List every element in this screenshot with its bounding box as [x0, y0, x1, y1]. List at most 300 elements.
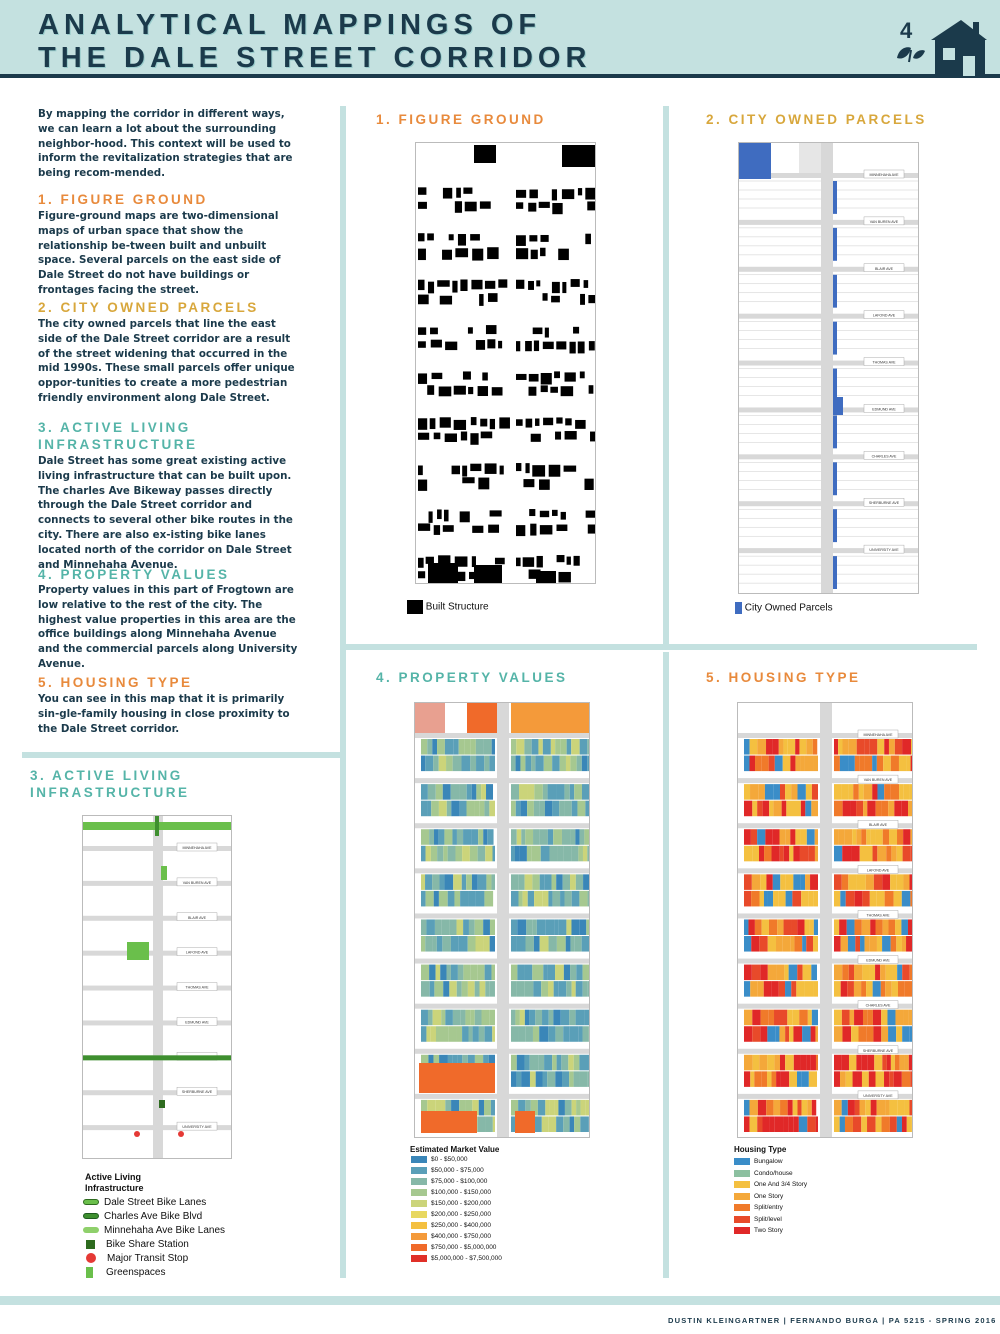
parcel [805, 919, 810, 935]
parcel [511, 965, 517, 981]
street-label [864, 264, 904, 272]
property-values-map [414, 702, 590, 1138]
parcel [863, 1010, 867, 1026]
parcel [795, 829, 800, 845]
parcel [489, 801, 495, 817]
parcel [834, 891, 840, 907]
property-legend-label: $150,000 - $200,000 [431, 1200, 491, 1208]
city-parcel [833, 275, 837, 308]
section4-heading: 4. PROPERTY VALUES [38, 567, 230, 582]
parcel [841, 936, 848, 952]
building [426, 557, 434, 564]
parcel [583, 981, 587, 997]
parcel [859, 756, 865, 772]
parcel [517, 936, 526, 952]
parcel [863, 801, 867, 817]
parcel [744, 1055, 753, 1071]
parcel [428, 1010, 433, 1026]
housing-legend-swatch [734, 1227, 750, 1234]
avenue-road [415, 868, 590, 873]
parcel [867, 1010, 873, 1026]
parcel [865, 756, 872, 772]
parcel [815, 1026, 818, 1042]
charles-bike-swatch [83, 1213, 99, 1219]
parcel [762, 756, 769, 772]
parcel [789, 1026, 793, 1042]
parcel [760, 874, 766, 890]
parcel [834, 1100, 842, 1116]
parcel [815, 846, 818, 862]
parcel [744, 846, 752, 862]
parcel [812, 784, 818, 800]
building [539, 202, 550, 208]
parcel [813, 981, 818, 997]
parcel [903, 829, 910, 845]
parcel [572, 891, 580, 907]
parcel [454, 891, 460, 907]
parcel [867, 1116, 876, 1132]
parcel [532, 846, 541, 862]
parcel [788, 1100, 793, 1116]
parcel [580, 1071, 588, 1087]
parcel [459, 936, 468, 952]
divider-vertical-left [340, 106, 346, 1278]
section5-heading: 5. HOUSING TYPE [38, 675, 193, 690]
parcel [544, 756, 552, 772]
property-legend-item [411, 1178, 487, 1185]
housing-legend-swatch [734, 1216, 750, 1223]
housing-legend-label: Condo/house [754, 1169, 793, 1177]
parcel [750, 784, 758, 800]
parcel [816, 1116, 818, 1132]
parcel [752, 801, 757, 817]
parcel [842, 739, 848, 755]
parcel [881, 1010, 887, 1026]
parcel [851, 1026, 858, 1042]
parcel [909, 1100, 913, 1116]
parcel [896, 874, 903, 890]
parcel [425, 936, 432, 952]
parcel [869, 1071, 876, 1087]
parcel [889, 739, 895, 755]
parcel [897, 846, 903, 862]
parcel [792, 891, 801, 907]
parcel [558, 1100, 565, 1116]
parcel [565, 1100, 572, 1116]
building [516, 190, 526, 198]
parcel [426, 891, 434, 907]
parcel [883, 919, 889, 935]
building [440, 296, 452, 305]
parcel [421, 801, 427, 817]
building [516, 558, 521, 567]
parcel [470, 739, 476, 755]
parcel [910, 874, 913, 890]
parcel [476, 739, 484, 755]
parcel [902, 1116, 907, 1132]
parcel [560, 891, 564, 907]
parcel [910, 965, 913, 981]
parcel [794, 936, 802, 952]
parcel [428, 784, 436, 800]
dale-street [497, 703, 509, 1138]
parcel [562, 829, 570, 845]
parcel [431, 1026, 436, 1042]
parcel [886, 846, 891, 862]
footer-bar [0, 1296, 1000, 1305]
building [584, 280, 589, 288]
parcel [862, 1071, 869, 1087]
parcel [538, 1100, 545, 1116]
building [418, 327, 426, 335]
parcel [525, 874, 533, 890]
building [570, 342, 576, 354]
parcel [834, 936, 841, 952]
parcel [799, 1116, 807, 1132]
parcel [561, 739, 567, 755]
parcel [483, 919, 490, 935]
parcel [785, 784, 791, 800]
street-label-text: VAN BUREN AVE [869, 219, 899, 224]
parcel [776, 1071, 781, 1087]
parcel [548, 981, 554, 997]
parcel [908, 801, 913, 817]
parcel [571, 919, 579, 935]
parcel [834, 829, 839, 845]
parcel [799, 739, 806, 755]
parcel [834, 784, 842, 800]
parcel [462, 756, 471, 772]
parcel [769, 801, 773, 817]
parcel [457, 919, 464, 935]
building [499, 417, 510, 428]
parcel [874, 874, 882, 890]
parcel [776, 936, 783, 952]
divider-vertical-top-right [663, 106, 669, 646]
parcel [902, 1071, 910, 1087]
property-legend-swatch [411, 1233, 427, 1240]
parcel [751, 936, 759, 952]
parcel [889, 1100, 897, 1116]
parcel [840, 1116, 845, 1132]
parcel [744, 1100, 749, 1116]
parcel [559, 801, 564, 817]
building [462, 477, 474, 483]
parcel [910, 1071, 913, 1087]
parcel [457, 829, 463, 845]
parcel [866, 874, 874, 890]
parcel [492, 1026, 495, 1042]
housing-legend-item [734, 1170, 793, 1177]
parcel [873, 1010, 881, 1026]
parcel [549, 936, 557, 952]
building [587, 201, 596, 210]
parcel [574, 1071, 580, 1087]
parcel [894, 891, 902, 907]
parcel [897, 829, 903, 845]
building [427, 385, 434, 395]
parcel [883, 756, 891, 772]
building [565, 431, 577, 440]
parcel [744, 739, 750, 755]
building [540, 525, 553, 534]
parcel [873, 1026, 881, 1042]
parcel [789, 846, 793, 862]
housing-legend-swatch [734, 1181, 750, 1188]
parcel [794, 1055, 800, 1071]
parcel [854, 965, 862, 981]
building [562, 282, 566, 293]
parcel [773, 1100, 780, 1116]
parcel [910, 891, 913, 907]
building [589, 385, 594, 394]
parcel [744, 801, 752, 817]
parcel [760, 965, 768, 981]
avenue-road [415, 1004, 590, 1009]
building [498, 279, 507, 287]
parcel [744, 756, 750, 772]
parcel [764, 891, 768, 907]
parcel [780, 874, 785, 890]
parcel [841, 981, 848, 997]
building [565, 418, 571, 425]
parcel [570, 756, 576, 772]
parcel [903, 1010, 909, 1026]
parcel [533, 829, 539, 845]
building [456, 188, 461, 198]
section3-heading-line1: 3. ACTIVE LIVING [38, 420, 191, 435]
building [418, 202, 427, 209]
parcel [460, 1010, 465, 1026]
parcel [759, 1055, 767, 1071]
parcel [853, 784, 859, 800]
parcel [882, 1116, 890, 1132]
parcel [752, 1026, 760, 1042]
parcel [806, 784, 812, 800]
building [452, 466, 460, 475]
parcel [475, 981, 480, 997]
parcel [807, 1116, 815, 1132]
building [418, 523, 430, 530]
building [528, 281, 534, 290]
property-legend-swatch [411, 1222, 427, 1229]
parcel [766, 874, 772, 890]
property-legend-item [411, 1189, 491, 1196]
parcel [572, 846, 578, 862]
parcel [851, 846, 860, 862]
parcel [849, 965, 854, 981]
parcel [909, 1010, 913, 1026]
housing-legend-label: Split/level [754, 1215, 782, 1223]
building [461, 432, 467, 441]
housing-legend-item [734, 1204, 783, 1211]
parcel [421, 965, 429, 981]
parcel [846, 891, 855, 907]
building [444, 510, 449, 522]
parcel [548, 1026, 555, 1042]
building [460, 279, 467, 291]
parcel [861, 981, 866, 997]
street-label [858, 865, 898, 873]
street-label [177, 1017, 217, 1025]
parcel [854, 1010, 863, 1026]
parcel [763, 801, 770, 817]
parcel [421, 1010, 428, 1026]
parcel [861, 829, 866, 845]
parcel [774, 1055, 780, 1071]
street-label-text: UNIVERSITY AVE [182, 1125, 212, 1130]
parcel [780, 1055, 785, 1071]
parcel [421, 756, 425, 772]
parcel [432, 936, 436, 952]
parcel [779, 981, 785, 997]
parcel [467, 784, 472, 800]
parcel [583, 1026, 589, 1042]
parcel [421, 919, 426, 935]
building [529, 235, 537, 241]
avenue-road [415, 1094, 590, 1099]
parcel [427, 801, 431, 817]
parcel [555, 739, 561, 755]
parcel [798, 784, 806, 800]
housing-legend-item [734, 1158, 783, 1165]
parcel [764, 846, 771, 862]
parcel [875, 829, 882, 845]
parcel [536, 1116, 542, 1132]
parcel [579, 891, 587, 907]
parcel [539, 1026, 548, 1042]
building [534, 341, 539, 352]
built-structure-label: Built Structure [425, 601, 489, 613]
parcel [479, 1026, 485, 1042]
street-label [177, 843, 217, 851]
building [490, 510, 502, 516]
parcel [552, 874, 557, 890]
intro-text: By mapping the corridor in different ways, we can learn a lot about the surrounding neighbor-hood. This context will be used to inform the revitalization strategies that are being recom-mended. [38, 108, 293, 180]
parcel [834, 965, 842, 981]
parcel [901, 919, 908, 935]
parcel [800, 846, 809, 862]
parcel [570, 965, 576, 981]
parcel [485, 965, 492, 981]
parcel [458, 965, 463, 981]
building [478, 478, 489, 490]
parcel [511, 1116, 516, 1132]
parcel [869, 739, 877, 755]
parcel [511, 874, 518, 890]
parcel [855, 891, 863, 907]
building [540, 248, 545, 256]
parcel [528, 891, 534, 907]
building [463, 188, 472, 194]
parcel [768, 965, 776, 981]
parcel [515, 1010, 519, 1026]
parcel [809, 846, 815, 862]
parcel [549, 1010, 554, 1026]
office-parcel [467, 703, 497, 733]
section4-body: Property values in this part of Frogtown are low relative to the rest of the city. The highest value properties in this area are the office buildings along Minnehaha Avenue and the commercial parcels along University Avenue. [38, 584, 298, 670]
parcel [433, 1010, 442, 1026]
parcel [570, 936, 574, 952]
parcel [582, 936, 590, 952]
parcel [794, 1116, 799, 1132]
parcel [843, 801, 851, 817]
parcel [487, 829, 493, 845]
housing-legend-label: One Story [754, 1192, 784, 1200]
street-label-text: LAFOND AVE [185, 950, 209, 955]
bike-share-station [159, 1100, 165, 1108]
parcel [810, 874, 818, 890]
building [471, 417, 477, 425]
parcel [543, 891, 549, 907]
parcel [549, 1100, 554, 1116]
parcel [478, 874, 487, 890]
parcel [537, 919, 546, 935]
parcel [862, 919, 870, 935]
parcel [511, 1055, 517, 1071]
parcel [884, 739, 889, 755]
parcel [842, 846, 851, 862]
parcel [784, 846, 789, 862]
building [418, 249, 426, 260]
building [565, 372, 576, 381]
parcel [783, 739, 787, 755]
parcel [757, 1116, 762, 1132]
parcel [849, 739, 857, 755]
parcel [511, 829, 517, 845]
parcel [842, 784, 849, 800]
parcel [564, 891, 571, 907]
map-background [416, 143, 596, 584]
parcel [463, 829, 472, 845]
parcel [785, 829, 790, 845]
building [516, 463, 521, 471]
parcel [783, 1116, 788, 1132]
parcel [493, 846, 495, 862]
parcel [437, 936, 442, 952]
parcel [421, 1026, 426, 1042]
parcel [834, 874, 842, 890]
parcel [847, 981, 854, 997]
parcel [816, 1055, 818, 1071]
building [531, 434, 541, 442]
parcel [885, 1100, 889, 1116]
parcel [511, 1071, 516, 1087]
parcel [569, 1010, 575, 1026]
parcel [517, 965, 524, 981]
city-owned-map [738, 142, 919, 594]
building [482, 372, 488, 380]
parcel [429, 829, 434, 845]
building [470, 433, 478, 445]
parcel [752, 874, 760, 890]
building [588, 295, 596, 303]
parcel [472, 784, 477, 800]
property-legend-swatch [411, 1200, 427, 1207]
parcel [577, 801, 585, 817]
building [557, 555, 565, 562]
parcel [478, 846, 486, 862]
building [418, 280, 425, 290]
parcel [511, 801, 516, 817]
parcel [895, 739, 902, 755]
page-title-line1: ANALYTICAL MAPPINGS OF [38, 9, 542, 41]
parcel [449, 1026, 456, 1042]
parcel [470, 756, 476, 772]
building [590, 432, 596, 442]
building [418, 295, 429, 305]
parcel [582, 756, 587, 772]
